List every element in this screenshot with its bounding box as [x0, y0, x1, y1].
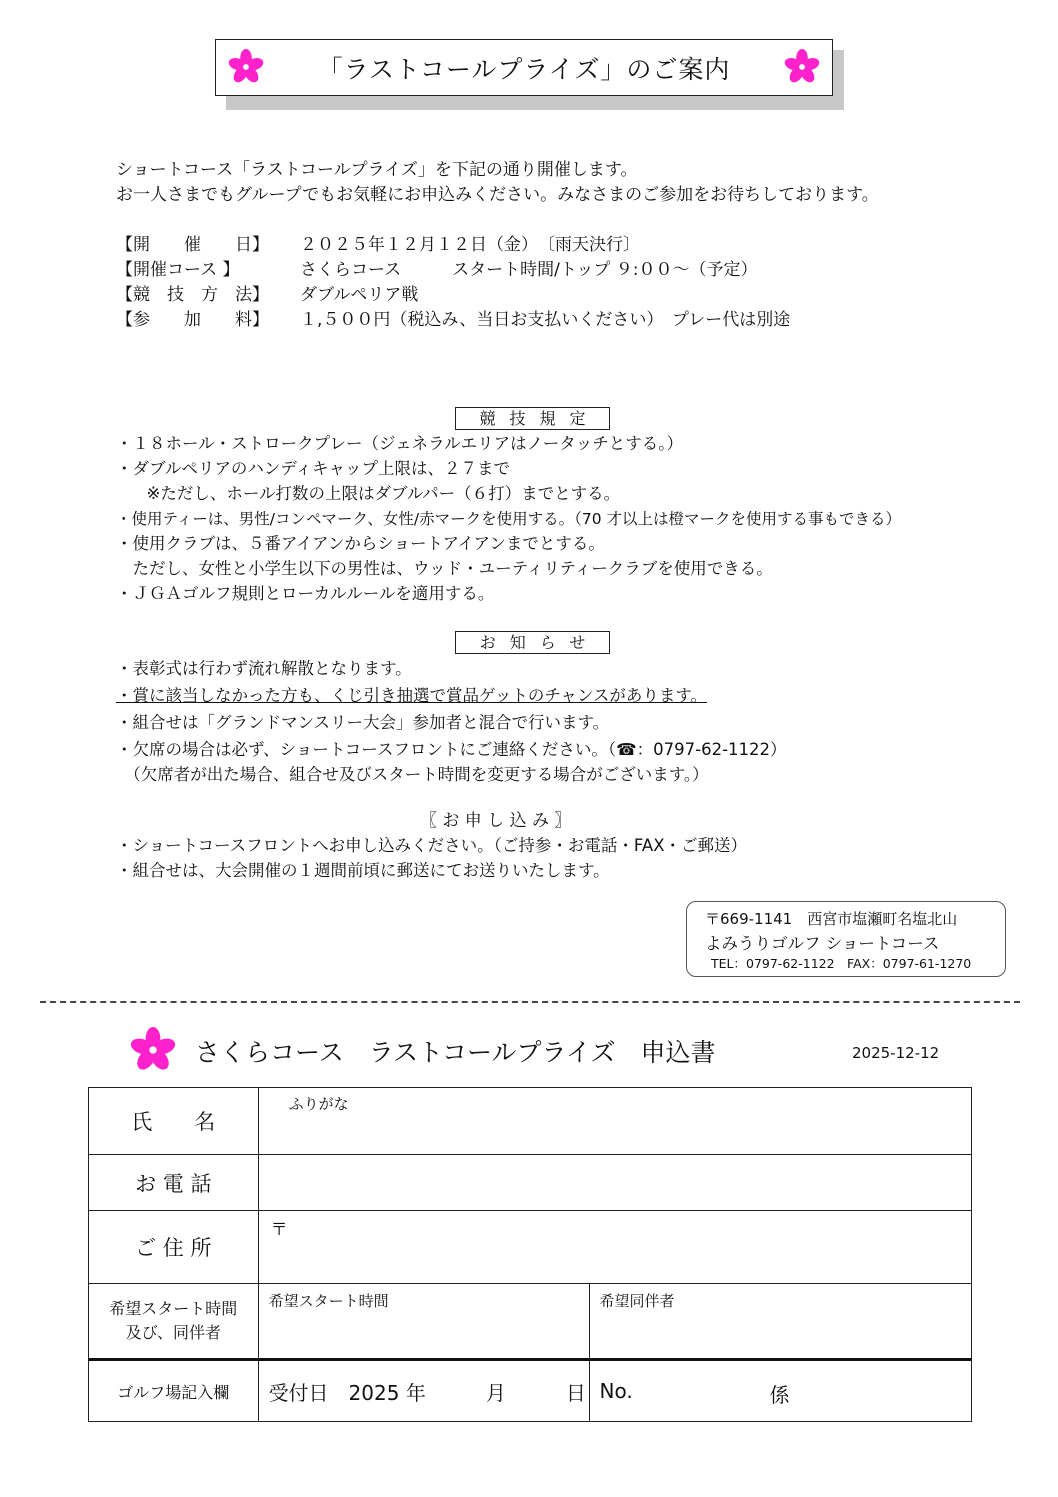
received-label: 受付日 2025 年 月 日	[268, 1380, 586, 1405]
start-time-label: 希望スタート時間	[268, 1292, 389, 1310]
cut-line	[40, 1001, 1020, 1003]
rules-heading: 競技規定	[455, 407, 610, 430]
rule-item: ※ただし、ホール打数の上限はダブルパー（６打）までとする。	[130, 484, 621, 503]
application-item: ・組合せは、大会開催の１週間前頃に郵送にてお送りいたします。	[116, 861, 610, 880]
phone-label: お 電 話	[89, 1155, 259, 1211]
notices-heading: お知らせ	[455, 631, 610, 654]
postal-mark: 〒	[270, 1220, 288, 1240]
detail-label: 【開 催 日】	[116, 235, 269, 255]
number-staff-field	[589, 1360, 971, 1422]
received-date-field	[258, 1360, 589, 1422]
companion-field[interactable]	[589, 1284, 971, 1360]
staff-label: 係	[769, 1383, 790, 1407]
rule-item: ・ＪＧＡゴルフ規則とローカルルールを適用する。	[116, 584, 495, 603]
furigana-label: ふりがな	[288, 1095, 349, 1113]
notice-item: （欠席者が出た場合、組合せ及びスタート時間を変更する場合がございます。）	[116, 765, 709, 784]
flower-icon	[228, 49, 264, 85]
address-line: 〒669-1141 西宮市塩瀬町名塩北山	[705, 910, 958, 928]
number-label: No.	[599, 1379, 633, 1403]
office-label: ゴルフ場記入欄	[89, 1360, 259, 1422]
address-label: ご 住 所	[89, 1211, 259, 1284]
intro-line: お一人さまでもグループでもお気軽にお申込みください。みなさまのご参加をお待ちしております。	[116, 185, 879, 205]
rule-item: ただし、女性と小学生以下の男性は、ウッド・ユーティリティークラブを使用できる。	[116, 559, 773, 578]
application-item: ・ショートコースフロントへお申し込みください。（ご持参・お電話・FAX・ご郵送）	[116, 836, 748, 855]
address-contact: TEL：0797-62-1122 FAX：0797-61-1270	[711, 956, 972, 971]
notice-item: ・表彰式は行わず流れ解散となります。	[116, 659, 412, 678]
intro-line: ショートコース「ラストコールプライズ」を下記の通り開催します。	[116, 160, 638, 180]
form-title: さくらコース ラストコールプライズ 申込書	[195, 1038, 716, 1067]
detail-label: 【開催コース 】	[116, 260, 240, 280]
rule-item: ・１８ホール・ストロークプレー（ジェネラルエリアはノータッチとする。）	[116, 434, 683, 453]
detail-value: さくらコース スタート時間/トップ ９:００～（予定）	[300, 260, 758, 280]
name-label: 氏 名	[89, 1088, 259, 1155]
title-box	[215, 39, 833, 96]
name-field[interactable]	[258, 1088, 971, 1155]
detail-value: ２０２５年１２月１２日（金） 〔雨天決行〕	[300, 235, 640, 255]
address-name: よみうりゴルフ ショートコース	[705, 934, 940, 953]
rule-item: ・ダブルペリアのハンディキャップ上限は、２７まで	[116, 459, 511, 478]
address-box	[686, 901, 1006, 977]
flower-icon	[130, 1027, 176, 1073]
detail-label: 【競 技 方 法】	[116, 285, 269, 305]
detail-label: 【参 加 料】	[116, 310, 269, 330]
phone-field[interactable]	[258, 1155, 971, 1211]
address-field[interactable]	[258, 1211, 971, 1284]
start-companion-label: 希望スタート時間 及び、同伴者	[89, 1284, 259, 1360]
flower-icon	[784, 49, 820, 85]
companion-label: 希望同伴者	[599, 1292, 675, 1310]
application-heading: 〖 お 申 し 込 み 〗	[420, 811, 572, 831]
detail-value: ダブルペリア戦	[300, 285, 419, 305]
notice-item: ・賞に該当しなかった方も、くじ引き抽選で賞品ゲットのチャンスがあります。	[116, 686, 708, 705]
form-date: 2025-12-12	[852, 1044, 940, 1062]
detail-value: １,５００円（税込み、当日お支払いください） プレー代は別途	[300, 310, 791, 330]
notice-item: ・組合せは「グランドマンスリー大会」参加者と混合で行います。	[116, 713, 610, 732]
rule-item: ・使用クラブは、５番アイアンからショートアイアンまでとする。	[116, 534, 605, 553]
start-time-field[interactable]	[258, 1284, 589, 1360]
page-title: 「ラストコールプライズ」のご案内	[317, 54, 731, 84]
notice-item: ・欠席の場合は必ず、ショートコースフロントにご連絡ください。（☎：0797-62-1122）	[116, 740, 787, 759]
application-form	[88, 1087, 972, 1422]
rule-item: ・使用ティーは、男性/コンペマーク、女性/赤マークを使用する。（70 才以上は橙マークを使用する事もできる）	[116, 510, 901, 528]
